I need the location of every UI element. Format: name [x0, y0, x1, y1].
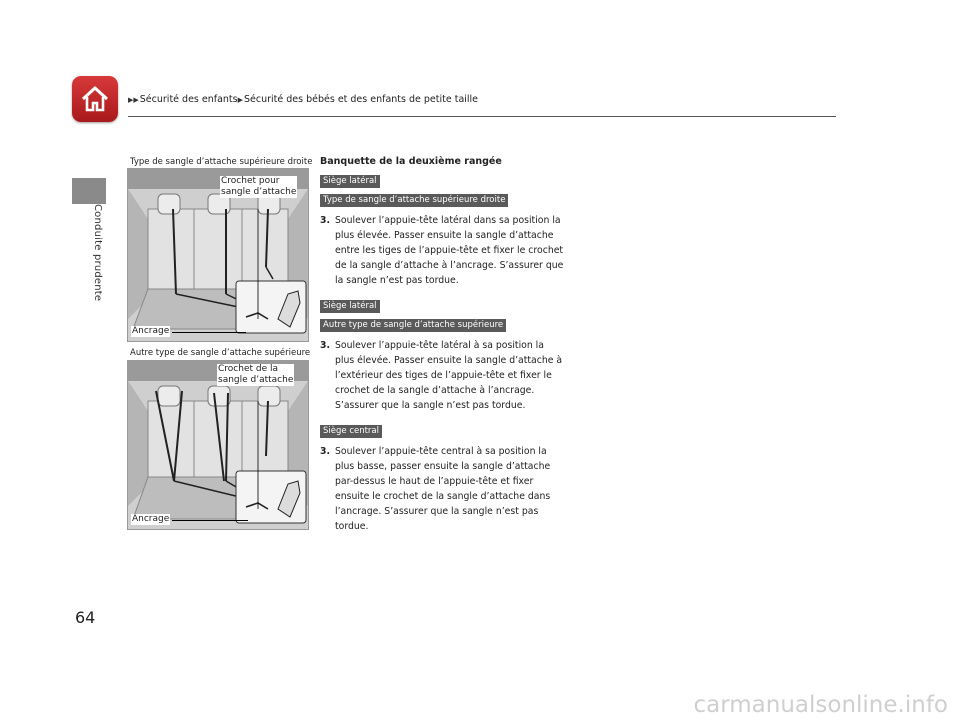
figure-1-hook-label-1: Crochet pour [220, 176, 297, 187]
figure-1-caption: Type de sangle d’attache supérieure droite [130, 157, 313, 167]
step-item [320, 213, 565, 288]
figure-1-hook-label-2: sangle d’attache [221, 187, 297, 197]
step-item [320, 444, 565, 534]
step-text: Soulever l’appuie-tête latéral à sa position la plus élevée. Passer ensuite la sangle d’attache à l’extérieur des tiges de l’appuie-tête et fixer le crochet de la sangle d’attache à l’ancrage. S’assurer que la sangle n’est pas tordue. [335, 340, 563, 411]
section-tab[interactable] [72, 178, 106, 204]
tether-type-badge: Type de sangle d’attache supérieure droite [320, 194, 508, 207]
instruction-block [320, 423, 565, 534]
step-item [320, 338, 565, 413]
watermark-text: carmanualsonline.info [693, 692, 948, 718]
breadcrumb-link-child-safety[interactable]: Sécurité des enfants [139, 94, 238, 105]
breadcrumb-current: Sécurité des bébés et des enfants de petite taille [244, 94, 479, 105]
tether-type-badge: Autre type de sangle d’attache supérieure [320, 319, 506, 332]
figure-2-caption: Autre type de sangle d’attache supérieure [130, 348, 311, 358]
step-number: 3. [320, 340, 331, 351]
figure-2-anchor-label: Ancrage [132, 514, 170, 524]
step-number: 3. [320, 215, 331, 226]
step-number: 3. [320, 446, 331, 457]
breadcrumb-arrow-icon: ▶ [237, 96, 243, 104]
seat-tether-illustration [128, 361, 308, 529]
seat-position-badge: Siège latéral [320, 300, 380, 313]
instruction-column [320, 154, 565, 534]
anchor-leader-line [172, 520, 248, 521]
breadcrumb [128, 94, 478, 105]
page-number: 64 [75, 608, 96, 627]
figure-2-hook-label-2: sangle d’attache [218, 375, 294, 385]
figure-1-anchor-label: Ancrage [132, 326, 170, 336]
home-icon [80, 85, 110, 113]
step-text: Soulever l’appuie-tête central à sa position la plus basse, passer ensuite la sangle d’attache par-dessus le haut de l’appuie-tête et fixer ensuite le crochet de la sangle d’attache dans l’ancrage. S’assurer que la sangle n’est pas tordue. [335, 446, 551, 532]
figure-2-hook-callout [217, 364, 294, 386]
breadcrumb-arrow-icon: ▶▶ [128, 96, 139, 104]
instruction-block [320, 298, 565, 413]
figure-2-hook-label-1: Crochet de la [217, 364, 294, 375]
instruction-block [320, 173, 565, 288]
section-heading: Banquette de la deuxième rangée [320, 156, 502, 167]
seat-position-badge: Siège latéral [320, 175, 380, 188]
header-divider [128, 116, 836, 117]
figure-1-hook-callout [220, 176, 297, 198]
section-label: Conduite prudente [92, 204, 103, 302]
home-button[interactable] [72, 76, 118, 122]
anchor-leader-line [172, 332, 246, 333]
seat-position-badge: Siège central [320, 425, 382, 438]
step-text: Soulever l’appuie-tête latéral dans sa position la plus élevée. Passer ensuite la sangle d’attache entre les tiges de l’appuie-tête et fixer le crochet de la sangle d’attache à l’ancrage. S’assurer que la sangle n’est pas tordue. [335, 215, 564, 286]
